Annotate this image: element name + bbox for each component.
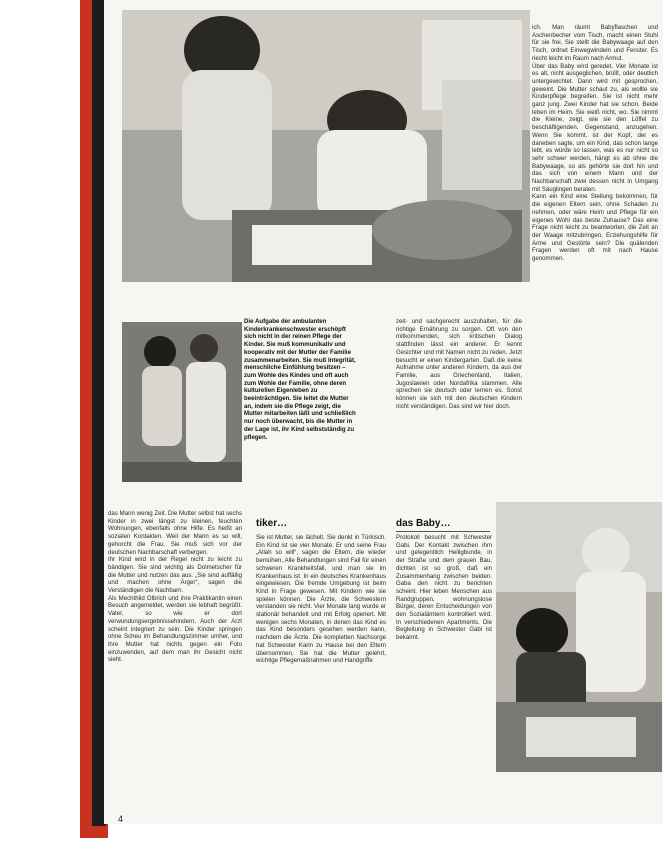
lower-column-1 [108, 510, 242, 810]
bottom-right-photo [496, 502, 662, 772]
photo-nurse-child-crib [496, 502, 662, 772]
column-3-heading: das Baby… [396, 518, 451, 529]
top-photo [122, 10, 530, 282]
photo-mothers-nurse-baby [122, 10, 530, 282]
right-text-column [532, 24, 658, 488]
photo-caption: Die Aufgabe der ambulanten Kinderkrankenschwester erschöpft sich nicht in der reinen Pflege der Kinder. Sie muß kommunikativ und kooperativ mit der Mutter der Familie zusammenarbeiten. Sie muß Integrität, menschliche Einfühlung besitzen – zum Wohle des Kindes und oft auch zum Wohle der Familie, ohne deren kulturellen Eigenleben zu beeinträchtigen. Sie leitet die Mutter an, indem sie die Pflege zeigt, die Mutter mitarbeiten läßt und schließlich nur noch überwacht, bis die Mutter in der Lage ist, ihr Kind selbstständig zu pflegen. [244, 318, 356, 441]
col1-paragraph-1: das Mann wenig Zeit. Die Mutter selbst hat sechs Kinder in zwei längst zu kleinen, feuchten Wohnungen, ebenfalls ohne Hilfe. Es heißt an sozialen Kontakten. Weil der Mann es so will, gehorcht die Frau. Sie muß sich vor der deutschen Nachbarschaft verbergen. [108, 510, 242, 556]
magazine-page [104, 0, 663, 824]
lower-column-2: Sie ist Mutter, sie lächelt. Sie denkt in Türkisch. Ein Kind ist sie vier Monate. Er und seine Frau „Allah so will“, sagen die Eltern, die wieder bemühen, Alle Behandlungen sind Fall für einen schweren Krankheitsfall, und man sie im Krankenhaus ist. In ein deutsches Krankenhaus eingewiesen. Die fremde Umgebung ist beim Kind in Frage gewesen. Mit Kindern wie sie spielen können. Die Ärzte, die Schwestern verstanden sie nicht. Vier Monate lang wurde er stationär behandelt und mit Erfolg operiert. Mit wenigen sechs Monaten, in denen das Kind es das Kind besonders gesehen werden kann, nachdem die Ärzte. Die kompletten Nachsorge hat Schwester Karin zu Hause bei den Eltern übernommen. Sie hat die Mutter gelehrt, wichtige Pflegemaßnahmen und Handgriffe [256, 534, 386, 665]
column-3-heading-rule [396, 531, 490, 532]
column-2-heading: tiker… [256, 518, 288, 529]
lower-column-3: Protokoll besucht mit Schwester Gabi. Der Kontakt zwischen ihm und gelegentlich Heiligbunde, in der Straße und dem grauen Bau, dichten ist so groß, daß ein Zusammenhang zwischen beiden. Gaba den nicht zu berichten scheint. Hier leben Menschen aus Randgruppen, wohnungslose Bürger, deren Entscheidungen von den Sozialämtern kontrolliert wird. In verschiedenen Apartments. Die Begleitung in Schwester Gabi ist bekannt. [396, 534, 492, 642]
col1-paragraph-3: Als Mechthild Olbrich und ihre Praktikantin einen Besuch angemeldet, werden sie lebhaft begrüßt. Vater, so wie er dort verwundungsergebnissehindern. Auch der Arzt scheint integriert zu sein. Die Kinder springen ohne Scheu im Behandlungszimmer umher, und ihre Mutter hat nichts gegen ein Foto einzuwenden, auf dem man ihr Gesicht nicht sieht. [108, 594, 242, 664]
middle-text-column: zeit- und sachgerecht auszuhalten, für die richtige Ernährung zu sorgen. Oft von den mitkommenden, sich kritischen Dialog stattfinden lässt ein anderer. Er kennt Gesichter und mit Namen nicht zu reden. Jetzt besucht er einen Kindergarten. Daß die keine Aufnahme unter anderen Kindern, da aus der Familie, aus Griechenland, Italien, Jugoslawien oder Nordafrika stammen. Alle sprechen sie deutsch oder lernen es. Sonst können sie sich mit den deutschen Kindern nicht verständigen. Das sind wir hier doch. [396, 318, 522, 410]
photo-two-children [122, 322, 242, 482]
col1-paragraph-2: Ihr Kind wird in der Regel nicht zu leicht zu bändigen. Sie sind wichtig als Dolmetscher für die Mutter und nutzen das aus. „Sie sind auffällig und machen ohne Ärger“, sagen die Verständigen die Nachbarn. [108, 556, 242, 595]
right-paragraph-2: Über das Baby wird geredet. Vier Monate ist es alt, nicht ausgeglichen, brüllt, oder deutlich untergewichtet. Dann wird mit gesprochen, geweint. Die Mutter schaut zu, als wollte sie Kinderpflege begreifen. Sie ist nicht mehr ganz jung. Zwei Kinder hat sie schon. Beide leben im Heim. Sie weiß nicht, wo. Sie nimmt die Kleine, zeigt, wie sie den Löffel zu beschäftigenden. Gegenstand, anzugehen. Wenn Sie kommt, ist der Kopf, der es daneben sagte, um ein Kind, das schon lange lebt, es würde so lassen, was es nur nicht so sehr schwer werden, hängt es ab ohne die Babywaage, so als gehörte sie dort hin und das sich von einem Mann und der Nachbarschaft zwei dessen nicht in Umgang mit Säuglingen beraten. [532, 62, 658, 193]
page-number: 4 [118, 814, 124, 824]
middle-left-photo [122, 322, 242, 482]
right-paragraph-3: Kann ein Kind eine Stellung bekommen, für die eigenen Eltern sein, ohne Schaden zu nehmen, oder wäre Heim und Pflege für ein eigenes Wohl das beste Zuhause? Das eine Frage nicht leicht zu beantworten, die Zeit an der Waage mitzubringen, Erziehungshilfe für Arme und Gestörte sein? Die quälenden Fragen werden oft mit nach Hause genommen. [532, 193, 658, 263]
right-paragraph-1: ich. Man räumt Babyflaschen und Aschenbecher vom Tisch, macht einen Stuhl für sie frei, Sie stellt die Babywaage auf den Tisch, ordnet Einwegwindeln und Fenster. Es riecht leicht im Raum nach Armut. [532, 24, 658, 62]
